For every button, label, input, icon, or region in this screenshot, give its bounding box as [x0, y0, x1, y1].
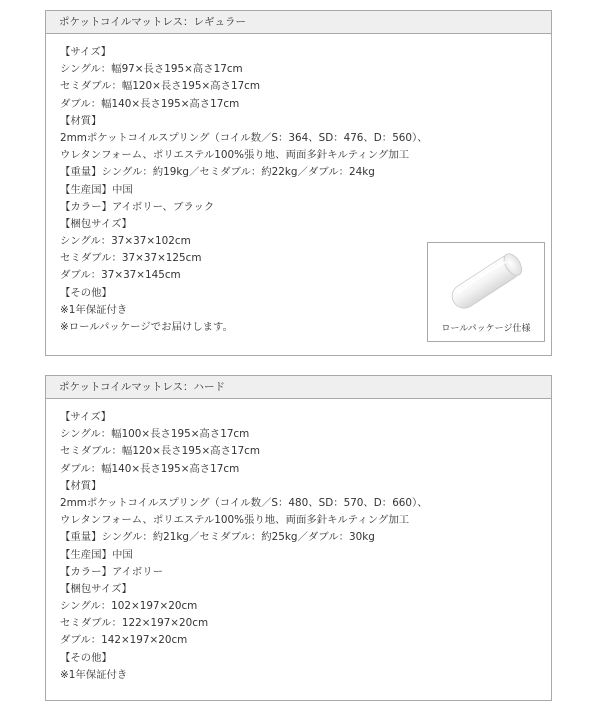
spec-line: シングル：幅100×長さ195×高さ17cm [60, 428, 250, 441]
spec-line: ダブル：142×197×20cm [60, 634, 188, 647]
spec-line: ウレタンフォーム、ポリエステル100%張り地、両面多針キルティング加工 [60, 514, 410, 527]
spec-line: 【生産国】中国 [60, 548, 133, 561]
spec-line: 【梱包サイズ】 [60, 582, 132, 595]
spec-panel-regular [45, 10, 552, 356]
spec-list-regular [60, 44, 428, 336]
roll-package-box [427, 242, 545, 342]
spec-line: 【カラー】アイボリー [60, 565, 163, 578]
spec-line: ダブル：37×37×145cm [60, 269, 181, 282]
panel-title-hard: ポケットコイルマットレス：ハード [46, 376, 551, 399]
spec-line: ※ロールパッケージでお届けします。 [60, 321, 233, 333]
spec-line: ※1年保証付き [60, 668, 128, 681]
spec-line: ダブル：幅140×長さ195×高さ17cm [60, 462, 240, 475]
spec-line: 【その他】 [60, 286, 112, 299]
spec-line: ※1年保証付き [60, 303, 128, 316]
roll-package-caption: ロールパッケージ仕様 [441, 324, 531, 334]
spec-line: ウレタンフォーム、ポリエステル100%張り地、両面多針キルティング加工 [60, 149, 410, 162]
spec-line: 【その他】 [60, 651, 112, 664]
spec-line: 【材質】 [60, 114, 102, 127]
spec-panel-hard [45, 375, 552, 701]
spec-line: セミダブル：幅120×長さ195×高さ17cm [60, 80, 261, 93]
spec-line: 【材質】 [60, 479, 102, 492]
spec-line: 【サイズ】 [60, 411, 112, 423]
spec-line: ダブル：幅140×長さ195×高さ17cm [60, 97, 240, 110]
rolled-mattress-image [434, 247, 538, 317]
spec-line: セミダブル：37×37×125cm [60, 252, 202, 265]
spec-line: 【梱包サイズ】 [60, 217, 132, 230]
panel-title-regular: ポケットコイルマットレス：レギュラー [46, 11, 551, 34]
spec-line: シングル：102×197×20cm [60, 600, 198, 613]
spec-line: 【サイズ】 [60, 46, 112, 58]
spec-line: 2mmポケットコイルスプリング（コイル数／S：364、SD：476、D：560）、 [60, 131, 428, 144]
spec-line: シングル：幅97×長さ195×高さ17cm [60, 63, 243, 76]
spec-line: 【重量】シングル：約21kg／セミダブル：約25kg／ダブル：30kg [60, 531, 375, 544]
spec-line: セミダブル：122×197×20cm [60, 617, 209, 630]
spec-line: シングル：37×37×102cm [60, 235, 191, 248]
spec-line: セミダブル：幅120×長さ195×高さ17cm [60, 445, 261, 458]
spec-line: 【重量】シングル：約19kg／セミダブル：約22kg／ダブル：24kg [60, 166, 375, 179]
spec-line: 2mmポケットコイルスプリング（コイル数／S：480、SD：570、D：660）、 [60, 496, 428, 509]
spec-line: 【カラー】アイボリー、ブラック [60, 200, 215, 213]
spec-line: 【生産国】中国 [60, 183, 133, 196]
spec-list-hard [60, 409, 428, 684]
